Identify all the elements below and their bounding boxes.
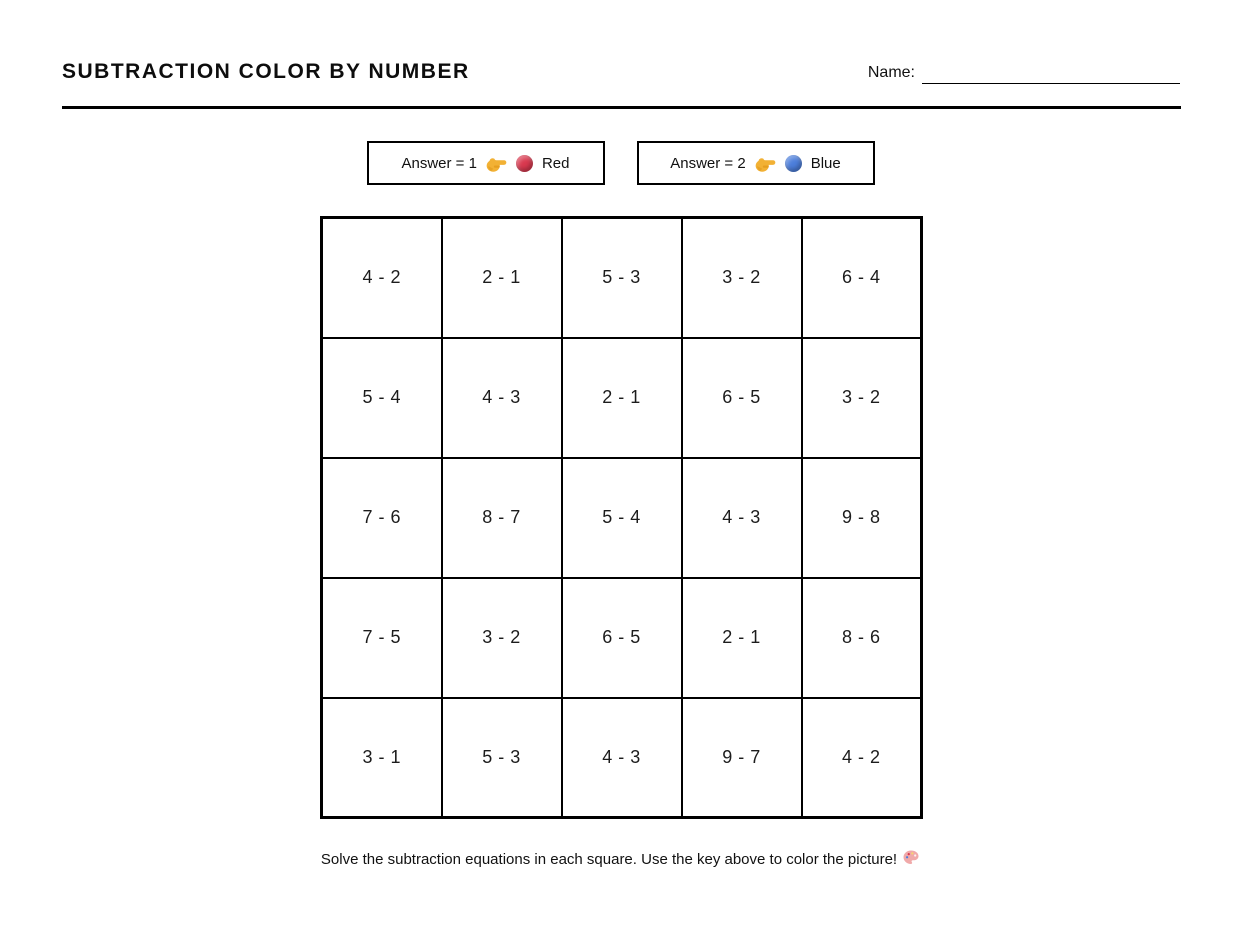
instructions: [0, 849, 1241, 868]
grid-cell[interactable]: 4 - 2: [802, 698, 922, 818]
grid-cell[interactable]: 3 - 1: [322, 698, 442, 818]
key-answer-label: Answer = 1: [401, 154, 477, 172]
grid-row: [322, 698, 922, 818]
key-box-red: [367, 141, 605, 185]
grid-cell[interactable]: 2 - 1: [562, 338, 682, 458]
grid-cell[interactable]: 6 - 5: [682, 338, 802, 458]
name-label: Name:: [867, 64, 915, 81]
grid-cell[interactable]: 6 - 4: [802, 218, 922, 338]
grid-cell[interactable]: 9 - 7: [682, 698, 802, 818]
grid-cell[interactable]: 3 - 2: [442, 578, 562, 698]
name-input-line[interactable]: [922, 64, 1180, 84]
color-key: [0, 141, 1241, 185]
pointing-right-icon: [486, 153, 507, 174]
grid-cell[interactable]: 5 - 4: [322, 338, 442, 458]
grid-cell[interactable]: 5 - 3: [442, 698, 562, 818]
red-circle-icon: [516, 155, 533, 172]
grid-cell[interactable]: 4 - 3: [682, 458, 802, 578]
key-box-blue: [637, 141, 875, 185]
grid-cell[interactable]: 3 - 2: [802, 338, 922, 458]
grid-cell[interactable]: 8 - 6: [802, 578, 922, 698]
grid-cell[interactable]: 5 - 4: [562, 458, 682, 578]
pointing-right-icon: [755, 153, 776, 174]
grid-cell[interactable]: 8 - 7: [442, 458, 562, 578]
key-color-name: Red: [541, 154, 570, 172]
equation-grid: [320, 216, 923, 819]
header-divider: [62, 106, 1181, 109]
grid-row: [322, 578, 922, 698]
grid-row: [322, 458, 922, 578]
page-title: SUBTRACTION COLOR BY NUMBER: [62, 60, 470, 83]
grid-cell[interactable]: 3 - 2: [682, 218, 802, 338]
grid-cell[interactable]: 4 - 2: [322, 218, 442, 338]
artist-palette-icon: [902, 849, 920, 867]
grid-cell[interactable]: 9 - 8: [802, 458, 922, 578]
grid-cell[interactable]: 7 - 6: [322, 458, 442, 578]
grid-cell[interactable]: 6 - 5: [562, 578, 682, 698]
grid-cell[interactable]: 4 - 3: [562, 698, 682, 818]
grid-cell[interactable]: 2 - 1: [682, 578, 802, 698]
grid-cell[interactable]: 4 - 3: [442, 338, 562, 458]
blue-circle-icon: [785, 155, 802, 172]
key-color-name: Blue: [810, 154, 841, 172]
grid-row: [322, 338, 922, 458]
instructions-text: Solve the subtraction equations in each square. Use the key above to color the picture!: [320, 851, 898, 868]
grid-row: [322, 218, 922, 338]
grid-cell[interactable]: 7 - 5: [322, 578, 442, 698]
grid-cell[interactable]: 2 - 1: [442, 218, 562, 338]
name-field: [868, 64, 1180, 84]
key-answer-label: Answer = 2: [670, 154, 746, 172]
grid-cell[interactable]: 5 - 3: [562, 218, 682, 338]
